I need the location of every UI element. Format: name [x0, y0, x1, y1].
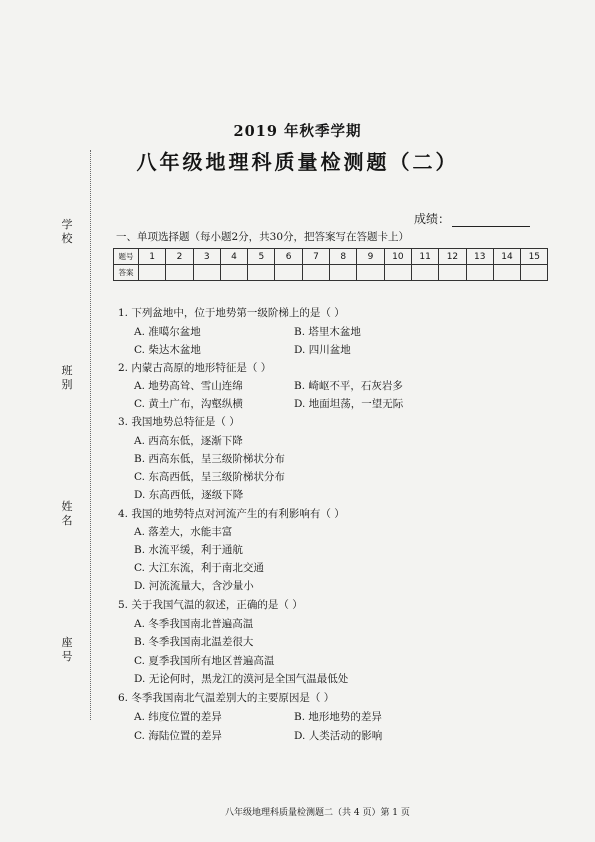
question-number-cell: 2: [166, 249, 193, 265]
question-1-option-a: A. 准噶尔盆地: [134, 326, 201, 338]
year-term-title: 2019 年秋季学期: [233, 123, 362, 140]
question-6-option-b: B. 地形地势的差异: [294, 711, 382, 723]
question-5-option-d: D. 无论何时，黑龙江的漠河是全国气温最低处: [134, 673, 349, 685]
question-4-option-d: D. 河流流量大，含沙量小: [134, 580, 254, 592]
answer-cell[interactable]: [275, 265, 302, 281]
seat-number-label: 座号: [61, 636, 73, 663]
exam-title: 八年级地理科质量检测题（二）: [136, 150, 459, 174]
question-2-option-b: B. 崎岖不平，石灰岩多: [294, 380, 403, 392]
answer-cell[interactable]: [139, 265, 166, 281]
question-number-cell: 3: [193, 249, 220, 265]
answer-cell[interactable]: [193, 265, 220, 281]
question-1-option-d: D. 四川盆地: [294, 344, 351, 356]
question-number-cell: 12: [439, 249, 466, 265]
score-field: [414, 210, 530, 227]
name-label: 姓名: [61, 500, 73, 527]
question-1-option-b: B. 塔里木盆地: [294, 326, 361, 338]
question-number-cell: 15: [521, 249, 548, 265]
answer-table-answer-row: [114, 265, 548, 281]
question-2-stem: 2. 内蒙古高原的地形特征是（ ）: [118, 362, 272, 374]
question-6-stem: 6. 冬季我国南北气温差别大的主要原因是（ ）: [118, 692, 335, 704]
answer-cell[interactable]: [384, 265, 411, 281]
school-label: 学校: [61, 218, 73, 245]
question-number-cell: 4: [220, 249, 247, 265]
question-4-stem: 4. 我国的地势特点对河流产生的有利影响有（ ）: [118, 508, 345, 520]
answer-table-number-row: [114, 249, 548, 265]
question-number-cell: 9: [357, 249, 384, 265]
question-number-cell: 10: [384, 249, 411, 265]
question-number-cell: 14: [493, 249, 520, 265]
question-3-stem: 3. 我国地势总特征是（ ）: [118, 416, 240, 428]
question-5-option-a: A. 冬季我国南北普遍高温: [134, 618, 254, 630]
answer-table: [113, 248, 548, 281]
question-number-cell: 7: [302, 249, 329, 265]
answer-cell[interactable]: [521, 265, 548, 281]
answer-cell[interactable]: [411, 265, 438, 281]
question-5-stem: 5. 关于我国气温的叙述，正确的是（ ）: [118, 599, 303, 611]
question-3-option-a: A. 西高东低，逐渐下降: [134, 435, 243, 447]
answer-cell[interactable]: [330, 265, 357, 281]
question-number-header: 题号: [114, 249, 139, 265]
section-title: 一、单项选择题（每小题2分，共30分，把答案写在答题卡上）: [116, 231, 410, 243]
question-2-option-c: C. 黄土广布，沟壑纵横: [134, 398, 243, 410]
question-6-option-d: D. 人类活动的影响: [294, 730, 383, 742]
answer-cell[interactable]: [493, 265, 520, 281]
question-number-cell: 6: [275, 249, 302, 265]
question-3-option-d: D. 东高西低，逐级下降: [134, 489, 244, 501]
question-2-option-d: D. 地面坦荡，一望无际: [294, 398, 404, 410]
question-number-cell: 11: [411, 249, 438, 265]
question-number-cell: 8: [330, 249, 357, 265]
binding-line: [90, 150, 91, 720]
answer-cell[interactable]: [439, 265, 466, 281]
answer-cell[interactable]: [302, 265, 329, 281]
answer-cell[interactable]: [220, 265, 247, 281]
class-label: 班别: [61, 364, 73, 391]
question-5-option-b: B. 冬季我国南北温差很大: [134, 636, 254, 648]
answer-cell[interactable]: [166, 265, 193, 281]
question-6-option-c: C. 海陆位置的差异: [134, 730, 222, 742]
question-6-option-a: A. 纬度位置的差异: [134, 711, 222, 723]
question-4-option-a: A. 落差大，水能丰富: [134, 526, 233, 538]
question-4-option-b: B. 水流平缓，利于通航: [134, 544, 243, 556]
question-2-option-a: A. 地势高耸、雪山连绵: [134, 380, 243, 392]
question-3-option-c: C. 东高西低，呈三级阶梯状分布: [134, 471, 285, 483]
answer-cell[interactable]: [248, 265, 275, 281]
question-4-option-c: C. 大江东流，利于南北交通: [134, 562, 264, 574]
question-number-cell: 1: [139, 249, 166, 265]
question-3-option-b: B. 西高东低，呈三级阶梯状分布: [134, 453, 285, 465]
score-label: 成绩：: [414, 212, 451, 226]
question-number-cell: 5: [248, 249, 275, 265]
question-5-option-c: C. 夏季我国所有地区普遍高温: [134, 655, 275, 667]
page-footer: 八年级地理科质量检测题二（共 4 页）第 1 页: [225, 808, 410, 818]
question-1-stem: 1. 下列盆地中，位于地势第一级阶梯上的是（ ）: [118, 307, 345, 319]
answer-cell[interactable]: [466, 265, 493, 281]
question-1-option-c: C. 柴达木盆地: [134, 344, 201, 356]
answer-header: 答案: [114, 265, 139, 281]
score-blank: [452, 216, 530, 227]
answer-cell[interactable]: [357, 265, 384, 281]
question-number-cell: 13: [466, 249, 493, 265]
